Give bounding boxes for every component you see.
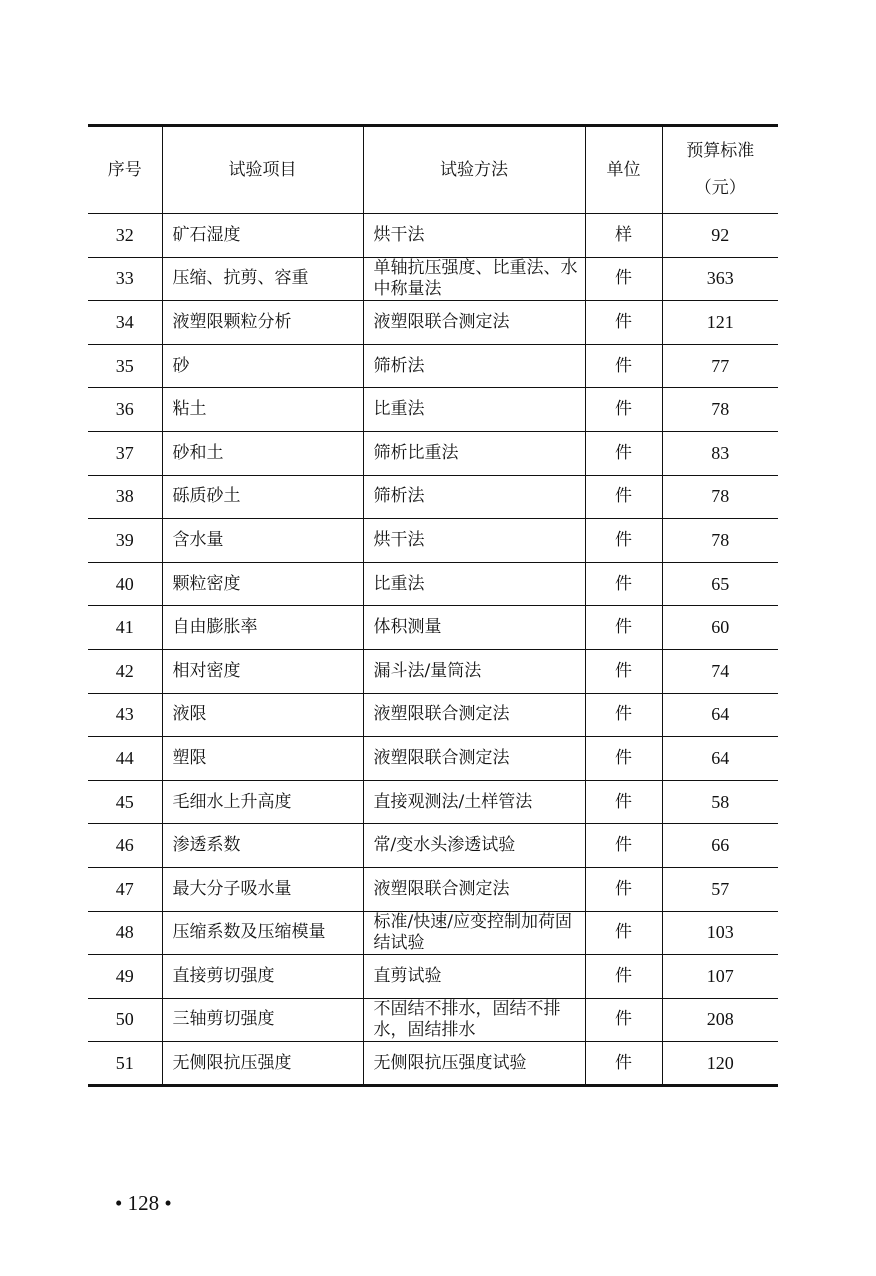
test-method-cell: 不固结不排水，固结不排水，固结排水 <box>363 998 585 1042</box>
unit-cell: 件 <box>585 301 662 345</box>
test-method-cell: 液塑限联合测定法 <box>363 301 585 345</box>
budget-price-cell: 363 <box>662 257 778 301</box>
budget-price-cell: 92 <box>662 214 778 258</box>
row-number-cell: 40 <box>88 562 162 606</box>
table-row <box>88 388 778 432</box>
header-unit: 单位 <box>585 126 662 214</box>
test-item-cell: 毛细水上升高度 <box>162 780 363 824</box>
table-row <box>88 998 778 1042</box>
row-number-cell: 35 <box>88 344 162 388</box>
unit-cell: 件 <box>585 649 662 693</box>
row-number-cell: 44 <box>88 737 162 781</box>
unit-cell: 件 <box>585 344 662 388</box>
test-item-cell: 液限 <box>162 693 363 737</box>
budget-price-cell: 208 <box>662 998 778 1042</box>
budget-price-cell: 58 <box>662 780 778 824</box>
row-number-cell: 45 <box>88 780 162 824</box>
row-number-cell: 41 <box>88 606 162 650</box>
budget-table <box>88 124 778 1087</box>
test-item-cell: 液塑限颗粒分析 <box>162 301 363 345</box>
row-number-cell: 49 <box>88 955 162 999</box>
table-row <box>88 911 778 955</box>
budget-price-cell: 107 <box>662 955 778 999</box>
header-price <box>662 126 778 214</box>
test-method-cell: 筛析法 <box>363 475 585 519</box>
test-item-cell: 含水量 <box>162 519 363 563</box>
test-method-cell: 直剪试验 <box>363 955 585 999</box>
unit-cell: 件 <box>585 388 662 432</box>
header-price-label: 预算标准 <box>686 141 755 161</box>
table-row <box>88 606 778 650</box>
test-method-cell: 单轴抗压强度、比重法、水中称量法 <box>363 257 585 301</box>
budget-price-cell: 120 <box>662 1042 778 1086</box>
row-number-cell: 32 <box>88 214 162 258</box>
unit-cell: 件 <box>585 780 662 824</box>
test-item-cell: 压缩系数及压缩模量 <box>162 911 363 955</box>
budget-price-cell: 64 <box>662 693 778 737</box>
row-number-cell: 38 <box>88 475 162 519</box>
unit-cell: 件 <box>585 998 662 1042</box>
table-row <box>88 519 778 563</box>
test-method-cell: 漏斗法/量筒法 <box>363 649 585 693</box>
test-item-cell: 三轴剪切强度 <box>162 998 363 1042</box>
test-method-cell: 筛析比重法 <box>363 431 585 475</box>
budget-price-cell: 65 <box>662 562 778 606</box>
page-number: • 128 • <box>115 1191 172 1215</box>
row-number-cell: 33 <box>88 257 162 301</box>
unit-cell: 件 <box>585 519 662 563</box>
unit-cell: 件 <box>585 431 662 475</box>
row-number-cell: 51 <box>88 1042 162 1086</box>
table-row <box>88 737 778 781</box>
row-number-cell: 36 <box>88 388 162 432</box>
test-method-cell: 比重法 <box>363 562 585 606</box>
test-method-cell: 体积测量 <box>363 606 585 650</box>
table-row <box>88 344 778 388</box>
test-method-cell: 液塑限联合测定法 <box>363 693 585 737</box>
table-row <box>88 431 778 475</box>
unit-cell: 件 <box>585 911 662 955</box>
table-row <box>88 693 778 737</box>
table-row <box>88 475 778 519</box>
unit-cell: 样 <box>585 214 662 258</box>
row-number-cell: 47 <box>88 867 162 911</box>
test-item-cell: 相对密度 <box>162 649 363 693</box>
table-body <box>88 214 778 1086</box>
test-method-cell: 筛析法 <box>363 344 585 388</box>
test-item-cell: 渗透系数 <box>162 824 363 868</box>
header-no: 序号 <box>88 126 162 214</box>
row-number-cell: 46 <box>88 824 162 868</box>
budget-price-cell: 121 <box>662 301 778 345</box>
unit-cell: 件 <box>585 606 662 650</box>
budget-price-cell: 66 <box>662 824 778 868</box>
unit-cell: 件 <box>585 824 662 868</box>
test-item-cell: 粘土 <box>162 388 363 432</box>
budget-price-cell: 78 <box>662 388 778 432</box>
row-number-cell: 50 <box>88 998 162 1042</box>
test-item-cell: 自由膨胀率 <box>162 606 363 650</box>
table-row <box>88 214 778 258</box>
table-row <box>88 301 778 345</box>
test-item-cell: 塑限 <box>162 737 363 781</box>
unit-cell: 件 <box>585 257 662 301</box>
table-header-row <box>88 126 778 214</box>
test-item-cell: 砂 <box>162 344 363 388</box>
test-item-cell: 砂和土 <box>162 431 363 475</box>
row-number-cell: 34 <box>88 301 162 345</box>
header-item: 试验项目 <box>162 126 363 214</box>
unit-cell: 件 <box>585 562 662 606</box>
row-number-cell: 42 <box>88 649 162 693</box>
test-method-cell: 无侧限抗压强度试验 <box>363 1042 585 1086</box>
test-item-cell: 颗粒密度 <box>162 562 363 606</box>
test-method-cell: 液塑限联合测定法 <box>363 737 585 781</box>
test-method-cell: 烘干法 <box>363 519 585 563</box>
test-method-cell: 烘干法 <box>363 214 585 258</box>
budget-price-cell: 60 <box>662 606 778 650</box>
test-item-cell: 直接剪切强度 <box>162 955 363 999</box>
budget-price-cell: 103 <box>662 911 778 955</box>
unit-cell: 件 <box>585 1042 662 1086</box>
budget-price-cell: 57 <box>662 867 778 911</box>
table-row <box>88 1042 778 1086</box>
budget-price-cell: 74 <box>662 649 778 693</box>
test-method-cell: 标准/快速/应变控制加荷固结试验 <box>363 911 585 955</box>
test-method-cell: 液塑限联合测定法 <box>363 867 585 911</box>
unit-cell: 件 <box>585 867 662 911</box>
unit-cell: 件 <box>585 475 662 519</box>
test-method-cell: 直接观测法/土样管法 <box>363 780 585 824</box>
budget-table-container <box>88 124 778 1087</box>
test-item-cell: 砾质砂土 <box>162 475 363 519</box>
test-item-cell: 压缩、抗剪、容重 <box>162 257 363 301</box>
budget-price-cell: 77 <box>662 344 778 388</box>
budget-price-cell: 78 <box>662 475 778 519</box>
row-number-cell: 43 <box>88 693 162 737</box>
table-row <box>88 649 778 693</box>
table-row <box>88 780 778 824</box>
table-row <box>88 562 778 606</box>
table-row <box>88 867 778 911</box>
test-item-cell: 矿石湿度 <box>162 214 363 258</box>
budget-price-cell: 78 <box>662 519 778 563</box>
test-item-cell: 无侧限抗压强度 <box>162 1042 363 1086</box>
row-number-cell: 39 <box>88 519 162 563</box>
budget-price-cell: 83 <box>662 431 778 475</box>
test-method-cell: 比重法 <box>363 388 585 432</box>
table-row <box>88 955 778 999</box>
row-number-cell: 37 <box>88 431 162 475</box>
test-method-cell: 常/变水头渗透试验 <box>363 824 585 868</box>
table-row <box>88 257 778 301</box>
test-item-cell: 最大分子吸水量 <box>162 867 363 911</box>
table-row <box>88 824 778 868</box>
unit-cell: 件 <box>585 737 662 781</box>
header-price-unit: （元） <box>694 178 746 198</box>
unit-cell: 件 <box>585 955 662 999</box>
row-number-cell: 48 <box>88 911 162 955</box>
budget-price-cell: 64 <box>662 737 778 781</box>
unit-cell: 件 <box>585 693 662 737</box>
header-method: 试验方法 <box>363 126 585 214</box>
